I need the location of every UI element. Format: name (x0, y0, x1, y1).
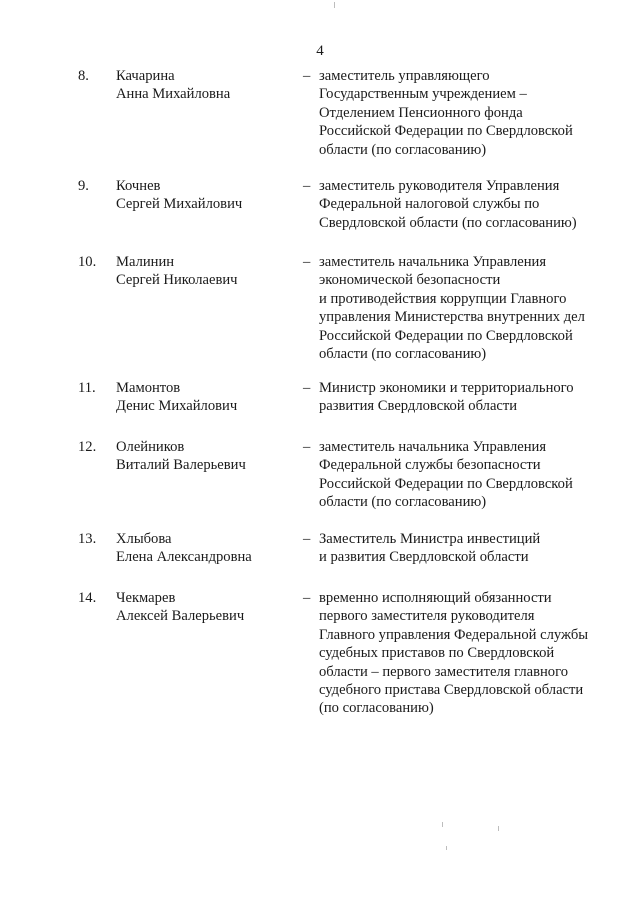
scan-speck (498, 826, 499, 831)
role-line: Главного управления Федеральной службы (319, 626, 589, 643)
dash-separator: – (303, 439, 311, 455)
person-role (319, 589, 619, 718)
person-role (319, 379, 619, 416)
person-surname: Кочнев (116, 178, 161, 194)
person-role (319, 67, 619, 159)
role-line: области (по согласованию) (319, 346, 487, 363)
person-given-names: Денис Михайлович (116, 398, 238, 415)
entry-number: 11. (78, 380, 96, 396)
role-line: заместитель начальника Управления (319, 439, 547, 455)
person-name (116, 530, 296, 567)
role-line: экономической безопасности (319, 272, 501, 289)
person-role (319, 530, 619, 567)
person-given-names: Сергей Николаевич (116, 272, 238, 289)
role-line: (по согласованию) (319, 700, 434, 717)
role-line: заместитель управляющего (319, 68, 490, 84)
scan-speck (446, 846, 447, 850)
dash-separator: – (303, 178, 311, 194)
role-line: заместитель начальника Управления (319, 254, 547, 270)
role-line: Государственным учреждением – (319, 86, 527, 103)
person-given-names: Виталий Валерьевич (116, 457, 246, 474)
role-line: заместитель руководителя Управления (319, 178, 560, 194)
scan-speck (442, 822, 443, 827)
dash-separator: – (303, 590, 311, 606)
person-name (116, 589, 296, 626)
person-surname: Олейников (116, 439, 185, 455)
person-role (319, 438, 619, 512)
person-name (116, 253, 296, 290)
role-line: Отделением Пенсионного фонда (319, 104, 523, 121)
person-surname: Качарина (116, 68, 175, 84)
role-line: Российской Федерации по Свердловской (319, 123, 573, 140)
role-line: Свердловской области (по согласованию) (319, 214, 577, 231)
dash-separator: – (303, 531, 311, 547)
person-given-names: Алексей Валерьевич (116, 608, 245, 625)
person-surname: Мамонтов (116, 380, 181, 396)
role-line: судебных приставов по Свердловской (319, 645, 555, 662)
role-line: управления Министерства внутренних дел (319, 309, 585, 326)
person-name (116, 379, 296, 416)
dash-separator: – (303, 380, 311, 396)
role-line: области (по согласованию) (319, 494, 487, 511)
person-given-names: Сергей Михайлович (116, 196, 243, 213)
role-line: Российской Федерации по Свердловской (319, 327, 573, 344)
role-line: судебного пристава Свердловской области (319, 682, 584, 699)
page-number: 4 (316, 43, 324, 59)
role-line: области (по согласованию) (319, 141, 487, 158)
role-line: Заместитель Министра инвестиций (319, 531, 541, 547)
entry-number: 14. (78, 590, 97, 606)
role-line: Федеральной службы безопасности (319, 457, 541, 474)
entry-number: 9. (78, 178, 89, 194)
person-role (319, 253, 619, 363)
person-name (116, 67, 296, 104)
person-surname: Чекмарев (116, 590, 176, 606)
role-line: Федеральной налоговой службы по (319, 196, 540, 213)
role-line: и развития Свердловской области (319, 549, 529, 566)
role-line: области – первого заместителя главного (319, 663, 569, 680)
dash-separator: – (303, 68, 311, 84)
dash-separator: – (303, 254, 311, 270)
person-surname: Малинин (116, 254, 175, 270)
person-surname: Хлыбова (116, 531, 172, 547)
entry-number: 8. (78, 68, 89, 84)
person-role (319, 177, 619, 232)
role-line: развития Свердловской области (319, 398, 518, 415)
entry-number: 13. (78, 531, 97, 547)
role-line: Российской Федерации по Свердловской (319, 475, 573, 492)
person-given-names: Елена Александровна (116, 549, 252, 566)
role-line: и противодействия коррупции Главного (319, 290, 567, 307)
scan-speck (334, 2, 335, 8)
person-given-names: Анна Михайловна (116, 86, 231, 103)
entry-number: 10. (78, 254, 97, 270)
role-line: первого заместителя руководителя (319, 608, 535, 625)
entry-number: 12. (78, 439, 97, 455)
role-line: временно исполняющий обязанности (319, 590, 552, 606)
person-name (116, 438, 296, 475)
role-line: Министр экономики и территориального (319, 380, 574, 396)
person-name (116, 177, 296, 214)
